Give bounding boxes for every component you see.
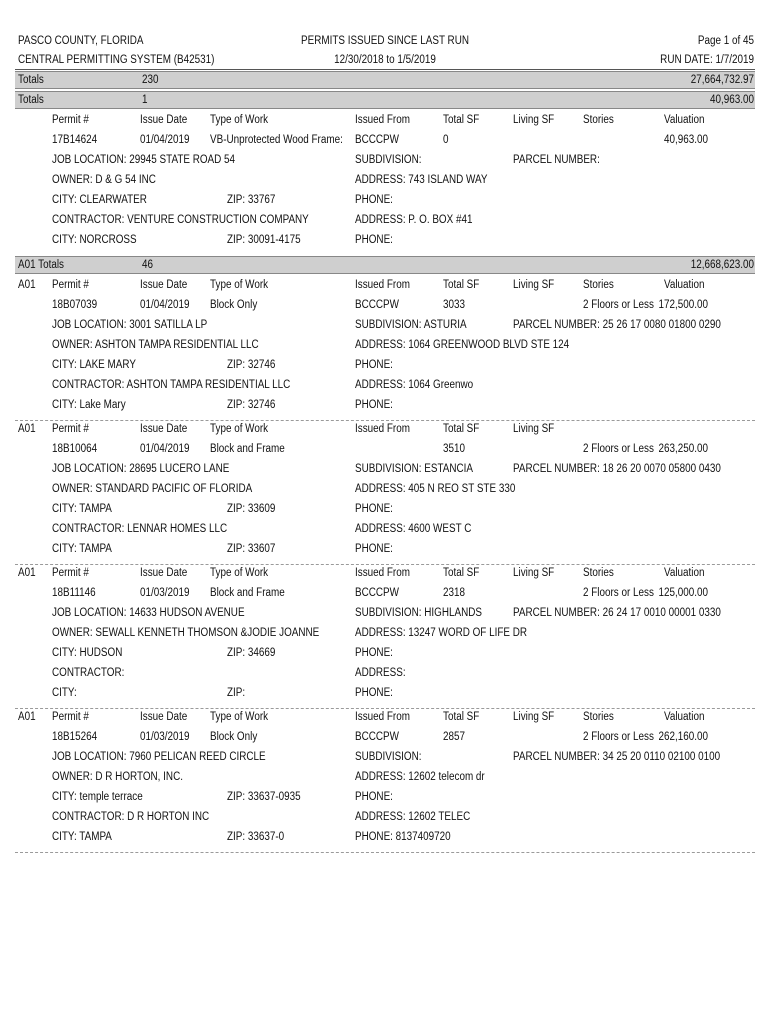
total-sf: 2318: [443, 587, 466, 599]
owner: OWNER: STANDARD PACIFIC OF FLORIDA: [52, 483, 253, 495]
a01-totals-valuation: 12,668,623.00: [690, 259, 754, 271]
issue-date: 01/04/2019: [140, 443, 190, 455]
total-sf-label: Total SF: [443, 567, 480, 579]
parcel-number: PARCEL NUMBER: 18 26 20 0070 05800 0430: [513, 463, 721, 475]
contractor-city: CITY: NORCROSS: [52, 234, 137, 246]
owner-address: ADDRESS: 1064 GREENWOOD BLVD STE 124: [355, 339, 570, 351]
contractor: CONTRACTOR: D R HORTON INC: [52, 811, 210, 823]
permit-label: Permit #: [52, 711, 89, 723]
contractor-address: ADDRESS:: [355, 667, 406, 679]
job-location: JOB LOCATION: 7960 PELICAN REED CIRCLE: [52, 751, 266, 763]
owner-city: CITY: temple terrace: [52, 791, 143, 803]
contractor-zip: ZIP:: [227, 687, 246, 699]
date-range: 12/30/2018 to 1/5/2019: [334, 54, 436, 66]
owner-address: ADDRESS: 13247 WORD OF LIFE DR: [355, 627, 528, 639]
issued-from: BCCCPW: [355, 299, 399, 311]
owner-phone: PHONE:: [355, 503, 393, 515]
type-of-work-label: Type of Work: [210, 114, 269, 126]
stories-label: Stories: [583, 567, 614, 579]
total-sf: 3510: [443, 443, 466, 455]
stories-label: Stories: [583, 711, 614, 723]
type-of-work: VB-Unprotected Wood Frame:: [210, 134, 343, 146]
section-code: A01: [18, 711, 36, 723]
total-sf: 0: [443, 134, 449, 146]
stories: 2 Floors or Less: [583, 731, 654, 743]
totals-valuation: 40,963.00: [709, 94, 754, 106]
contractor-zip: ZIP: 33607: [227, 543, 276, 555]
issue-date: 01/04/2019: [140, 134, 190, 146]
type-of-work-label: Type of Work: [210, 279, 269, 291]
contractor-zip: ZIP: 30091-4175: [227, 234, 301, 246]
valuation-label: Valuation: [664, 711, 705, 723]
section-code: A01: [18, 423, 36, 435]
permit-number: 18B15264: [52, 731, 98, 743]
owner-zip: ZIP: 32746: [227, 359, 276, 371]
valuation-label: Valuation: [664, 567, 705, 579]
contractor-phone: PHONE:: [355, 399, 393, 411]
section-code: A01: [18, 279, 36, 291]
permit-number: 18B11146: [52, 587, 96, 599]
valuation: 40,963.00: [663, 134, 708, 146]
owner-city: CITY: LAKE MARY: [52, 359, 136, 371]
job-location: JOB LOCATION: 29945 STATE ROAD 54: [52, 154, 236, 166]
permit-label: Permit #: [52, 423, 89, 435]
owner-zip: ZIP: 33767: [227, 194, 276, 206]
contractor-address: ADDRESS: 1064 Greenwo: [355, 379, 474, 391]
valuation: 172,500.00: [658, 299, 708, 311]
issue-date-label: Issue Date: [140, 423, 188, 435]
stories: 2 Floors or Less: [583, 299, 654, 311]
valuation-label: Valuation: [664, 279, 705, 291]
job-location: JOB LOCATION: 14633 HUDSON AVENUE: [52, 607, 245, 619]
parcel-number: PARCEL NUMBER: 34 25 20 0110 02100 0100: [513, 751, 721, 763]
subdivision: SUBDIVISION: ASTURIA: [355, 319, 467, 331]
owner: OWNER: D R HORTON, INC.: [52, 771, 183, 783]
type-of-work-label: Type of Work: [210, 711, 269, 723]
owner-phone: PHONE:: [355, 791, 393, 803]
subdivision: SUBDIVISION: HIGHLANDS: [355, 607, 482, 619]
contractor-zip: ZIP: 32746: [227, 399, 276, 411]
contractor-city: CITY: Lake Mary: [52, 399, 126, 411]
owner-city: CITY: HUDSON: [52, 647, 123, 659]
living-sf-label: Living SF: [513, 567, 555, 579]
issued-from-label: Issued From: [355, 567, 410, 579]
stories: 2 Floors or Less: [583, 587, 654, 599]
owner: OWNER: ASHTON TAMPA RESIDENTIAL LLC: [52, 339, 259, 351]
contractor-phone: PHONE:: [355, 234, 393, 246]
type-of-work-label: Type of Work: [210, 423, 269, 435]
contractor-city: CITY: TAMPA: [52, 831, 112, 843]
total-sf: 3033: [443, 299, 466, 311]
system-name: CENTRAL PERMITTING SYSTEM (B42531): [18, 54, 215, 66]
permit-number: 18B10064: [52, 443, 98, 455]
type-of-work-label: Type of Work: [210, 567, 269, 579]
county-name: PASCO COUNTY, FLORIDA: [18, 35, 144, 47]
owner-zip: ZIP: 33637-0935: [227, 791, 301, 803]
contractor-phone: PHONE: 8137409720: [355, 831, 451, 843]
owner-address: ADDRESS: 743 ISLAND WAY: [355, 174, 488, 186]
owner-zip: ZIP: 33609: [227, 503, 276, 515]
contractor: CONTRACTOR: ASHTON TAMPA RESIDENTIAL LLC: [52, 379, 291, 391]
record-separator: [15, 852, 755, 853]
a01-totals-label: A01 Totals: [18, 259, 65, 271]
totals-count: 1: [142, 94, 148, 106]
total-sf: 2857: [443, 731, 466, 743]
valuation: 125,000.00: [658, 587, 708, 599]
issue-date-label: Issue Date: [140, 279, 188, 291]
record-separator: [15, 564, 755, 565]
owner-address: ADDRESS: 405 N REO ST STE 330: [355, 483, 516, 495]
header-rule: [15, 69, 755, 70]
issue-date: 01/03/2019: [140, 731, 190, 743]
subdivision: SUBDIVISION:: [355, 154, 422, 166]
contractor-city: CITY:: [52, 687, 77, 699]
issued-from-label: Issued From: [355, 423, 410, 435]
contractor: CONTRACTOR:: [52, 667, 125, 679]
type-of-work: Block Only: [210, 731, 258, 743]
issue-date: 01/04/2019: [140, 299, 190, 311]
valuation-label: Valuation: [664, 114, 705, 126]
contractor-address: ADDRESS: 4600 WEST C: [355, 523, 472, 535]
contractor-phone: PHONE:: [355, 543, 393, 555]
record-separator: [15, 708, 755, 709]
issued-from-label: Issued From: [355, 279, 410, 291]
contractor-zip: ZIP: 33637-0: [227, 831, 285, 843]
type-of-work: Block and Frame: [210, 443, 285, 455]
subdivision: SUBDIVISION: ESTANCIA: [355, 463, 473, 475]
issued-from: BCCCPW: [355, 731, 399, 743]
total-sf-label: Total SF: [443, 423, 480, 435]
living-sf-label: Living SF: [513, 279, 555, 291]
issue-date: 01/03/2019: [140, 587, 190, 599]
stories-label: Stories: [583, 279, 614, 291]
contractor-address: ADDRESS: P. O. BOX #41: [355, 214, 473, 226]
issue-date-label: Issue Date: [140, 711, 188, 723]
contractor-phone: PHONE:: [355, 687, 393, 699]
totals-count: 230: [142, 74, 159, 86]
owner: OWNER: D & G 54 INC: [52, 174, 156, 186]
permit-label: Permit #: [52, 567, 89, 579]
parcel-number: PARCEL NUMBER:: [513, 154, 600, 166]
run-date: RUN DATE: 1/7/2019: [660, 54, 754, 66]
owner-phone: PHONE:: [355, 359, 393, 371]
totals-valuation: 27,664,732.97: [690, 74, 754, 86]
owner-city: CITY: TAMPA: [52, 503, 112, 515]
stories-label: Stories: [583, 114, 614, 126]
contractor: CONTRACTOR: LENNAR HOMES LLC: [52, 523, 228, 535]
permit-number: 17B14624: [52, 134, 98, 146]
owner-city: CITY: CLEARWATER: [52, 194, 147, 206]
stories: 2 Floors or Less: [583, 443, 654, 455]
permit-label: Permit #: [52, 114, 89, 126]
permit-number: 18B07039: [52, 299, 98, 311]
issue-date-label: Issue Date: [140, 114, 188, 126]
totals-label: Totals: [18, 74, 44, 86]
job-location: JOB LOCATION: 3001 SATILLA LP: [52, 319, 208, 331]
contractor-address: ADDRESS: 12602 TELEC: [355, 811, 471, 823]
totals-label: Totals: [18, 94, 44, 106]
permit-label: Permit #: [52, 279, 89, 291]
issued-from: BCCCPW: [355, 134, 399, 146]
owner-phone: PHONE:: [355, 194, 393, 206]
owner: OWNER: SEWALL KENNETH THOMSON &JODIE JOANNE: [52, 627, 320, 639]
issued-from-label: Issued From: [355, 711, 410, 723]
total-sf-label: Total SF: [443, 279, 480, 291]
issued-from-label: Issued From: [355, 114, 410, 126]
total-sf-label: Total SF: [443, 114, 480, 126]
living-sf-label: Living SF: [513, 711, 555, 723]
record-separator: [15, 420, 755, 421]
report-title: PERMITS ISSUED SINCE LAST RUN: [301, 35, 469, 47]
valuation: 263,250.00: [658, 443, 708, 455]
living-sf-label: Living SF: [513, 423, 555, 435]
type-of-work: Block and Frame: [210, 587, 285, 599]
subdivision: SUBDIVISION:: [355, 751, 422, 763]
page-number: Page 1 of 45: [697, 35, 754, 47]
owner-zip: ZIP: 34669: [227, 647, 276, 659]
parcel-number: PARCEL NUMBER: 25 26 17 0080 01800 0290: [513, 319, 721, 331]
contractor-city: CITY: TAMPA: [52, 543, 112, 555]
total-sf-label: Total SF: [443, 711, 480, 723]
living-sf-label: Living SF: [513, 114, 555, 126]
issue-date-label: Issue Date: [140, 567, 188, 579]
job-location: JOB LOCATION: 28695 LUCERO LANE: [52, 463, 230, 475]
issued-from: BCCCPW: [355, 587, 399, 599]
a01-totals-count: 46: [142, 259, 154, 271]
contractor: CONTRACTOR: VENTURE CONSTRUCTION COMPANY: [52, 214, 309, 226]
type-of-work: Block Only: [210, 299, 258, 311]
owner-phone: PHONE:: [355, 647, 393, 659]
owner-address: ADDRESS: 12602 telecom dr: [355, 771, 485, 783]
valuation: 262,160.00: [658, 731, 708, 743]
parcel-number: PARCEL NUMBER: 26 24 17 0010 00001 0330: [513, 607, 721, 619]
section-code: A01: [18, 567, 36, 579]
